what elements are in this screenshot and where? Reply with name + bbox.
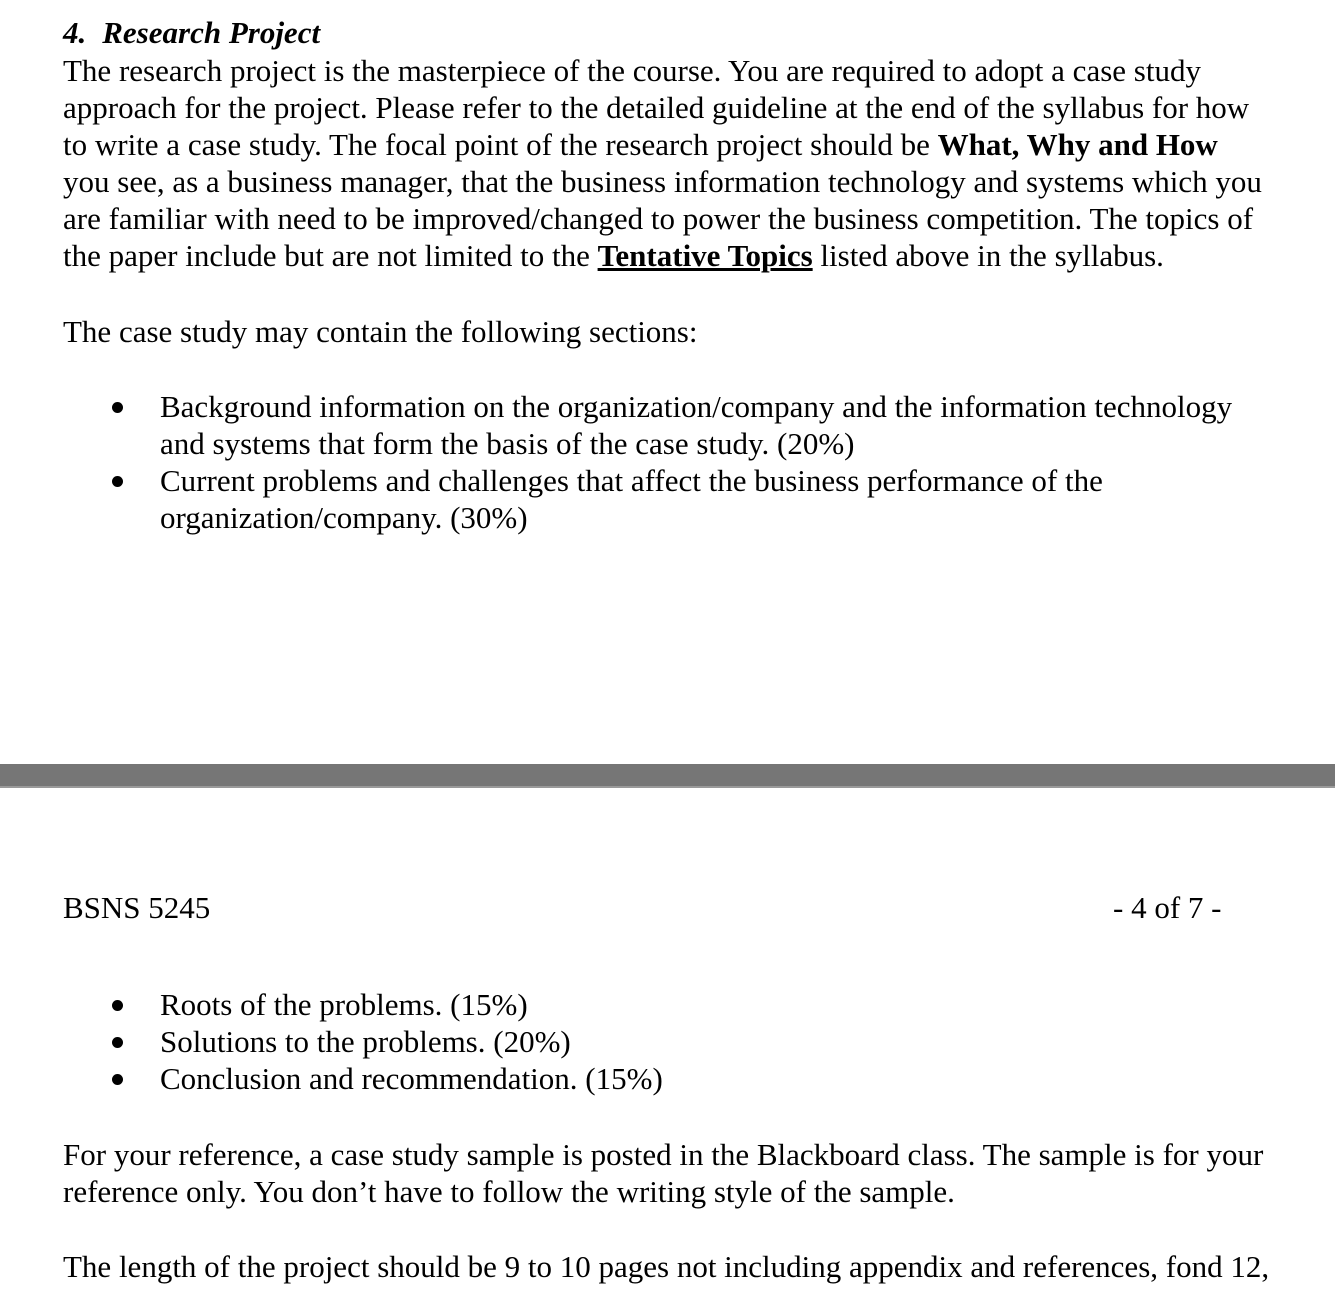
intro-line	[63, 237, 1325, 274]
list-item	[0, 388, 1232, 462]
intro-line-text: the paper include but are not limited to the	[63, 238, 598, 273]
list-item	[0, 1023, 663, 1060]
list-item	[0, 462, 1232, 536]
list-item-line: Solutions to the problems. (20%)	[160, 1024, 571, 1059]
list-item-line: and systems that form the basis of the case study. (20%)	[160, 426, 855, 461]
bullet-icon	[112, 1000, 123, 1011]
list-item	[0, 986, 663, 1023]
footer-course-code: BSNS 5245	[63, 890, 211, 925]
list-item-line: Current problems and challenges that affect the business performance of the	[160, 463, 1103, 498]
intro-line: approach for the project. Please refer to the detailed guideline at the end of the syllabus for how	[63, 90, 1250, 125]
focal-point-emphasis: What, Why and How	[937, 127, 1218, 162]
bullet-icon	[112, 476, 123, 487]
section-title: Research Project	[102, 15, 321, 50]
reference-paragraph	[63, 1136, 1325, 1210]
intro-line-text: listed above in the syllabus.	[812, 238, 1164, 273]
length-paragraph	[63, 1248, 1325, 1285]
reference-line: For your reference, a case study sample is posted in the Blackboard class. The sample is for your	[63, 1137, 1264, 1172]
bullet-icon	[112, 402, 123, 413]
intro-line-text: to write a case study. The focal point of the research project should be	[63, 127, 938, 162]
page-break-separator	[0, 764, 1335, 788]
document-page-lower	[0, 788, 1335, 1292]
sections-intro: The case study may contain the following sections:	[63, 314, 698, 349]
sections-list-part-2	[0, 986, 663, 1097]
list-item-line: organization/company. (30%)	[160, 500, 528, 535]
intro-line	[63, 126, 1325, 163]
section-heading	[63, 14, 320, 51]
tentative-topics-reference: Tentative Topics	[597, 238, 813, 273]
bullet-icon	[112, 1037, 123, 1048]
reference-line: reference only. You don’t have to follow the writing style of the sample.	[63, 1174, 955, 1209]
intro-line: The research project is the masterpiece of the course. You are required to adopt a case study	[63, 53, 1201, 88]
bullet-icon	[112, 1074, 123, 1085]
intro-paragraph	[63, 52, 1325, 274]
intro-line: are familiar with need to be improved/changed to power the business competition. The topics of	[63, 201, 1254, 236]
section-number: 4.	[63, 15, 87, 50]
intro-line: you see, as a business manager, that the business information technology and systems which you	[63, 164, 1262, 199]
length-line: The length of the project should be 9 to 10 pages not including appendix and references, fond 12,	[63, 1249, 1270, 1284]
list-item-line: Conclusion and recommendation. (15%)	[160, 1061, 663, 1096]
list-item-line: Roots of the problems. (15%)	[160, 987, 528, 1022]
list-item-line: Background information on the organization/company and the information technology	[160, 389, 1233, 424]
list-item	[0, 1060, 663, 1097]
sections-list-part-1	[0, 388, 1232, 536]
footer-page-number: - 4 of 7 -	[1113, 890, 1222, 925]
